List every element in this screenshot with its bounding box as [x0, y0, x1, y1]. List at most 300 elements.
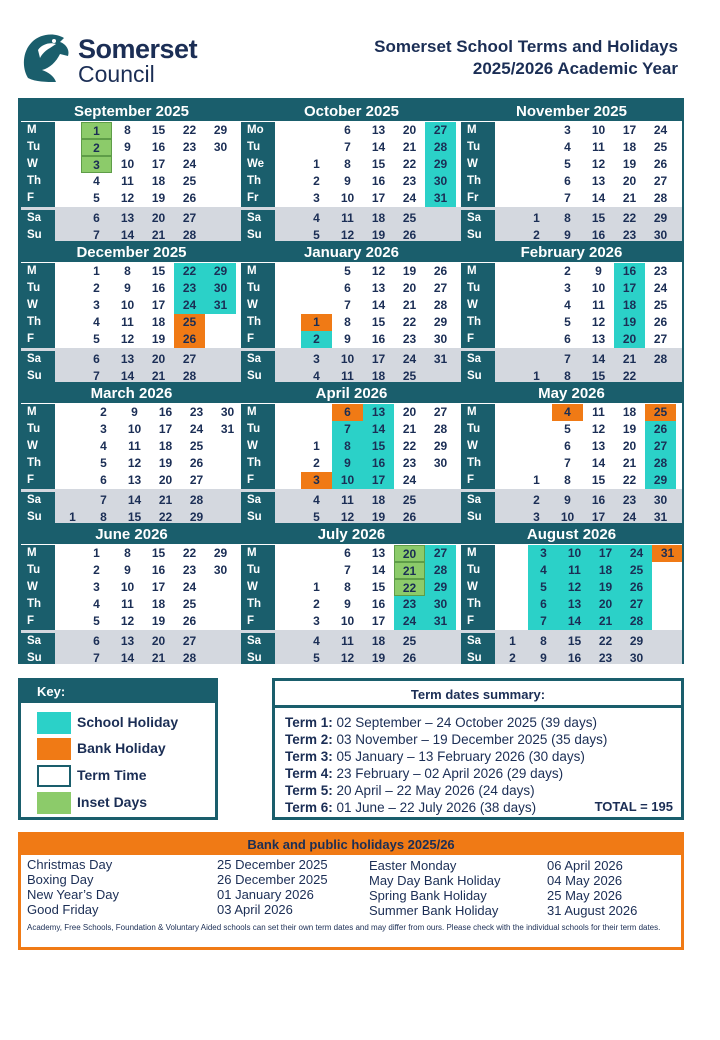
calendar-day: 25: [402, 369, 417, 382]
calendar-day: 11: [121, 315, 134, 329]
weekday-label: Mo: [241, 122, 275, 139]
calendar-day: 19: [151, 614, 166, 628]
calendar-day: 5: [564, 315, 571, 329]
weekday-label: Sa: [241, 351, 275, 368]
calendar-day: 7: [93, 651, 100, 664]
calendar-day: 3: [313, 191, 320, 205]
calendar-day: 20: [614, 331, 645, 348]
calendar-day: 3: [313, 352, 320, 366]
calendar-day: 13: [127, 473, 142, 487]
calendar-day: 23: [622, 493, 637, 507]
calendar-day: 3: [564, 123, 571, 137]
calendar-day: 31: [425, 190, 456, 207]
calendar-day: 9: [595, 264, 602, 278]
calendar-day: 6: [93, 211, 100, 225]
calendar-day: 18: [371, 634, 386, 648]
holiday-name: New Year’s Day: [27, 887, 120, 902]
calendar-day: 30: [433, 456, 448, 470]
calendar-day: 24: [653, 281, 668, 295]
weekday-label: Th: [461, 455, 495, 472]
weekday-label: Th: [461, 596, 495, 613]
calendar-day: 1: [313, 439, 320, 453]
calendar-day: 27: [433, 405, 448, 419]
calendar-day: 6: [332, 404, 363, 421]
dragon-icon: [20, 28, 72, 84]
key-label: Inset Days: [77, 794, 148, 810]
weekday-label: W: [241, 438, 275, 455]
calendar-day: 20: [402, 123, 417, 137]
calendar-day: 11: [592, 405, 605, 419]
weekday-label: Th: [461, 173, 495, 190]
calendar-day: 14: [120, 369, 135, 382]
calendar-day: 20: [590, 596, 621, 613]
weekday-label: W: [241, 579, 275, 596]
calendar-day: 18: [590, 562, 621, 579]
weekday-label: Sa: [21, 492, 55, 509]
calendar-day: 23: [394, 596, 425, 613]
calendar-day: 29: [189, 510, 204, 523]
month-block: [21, 101, 242, 241]
calendar-day: 2: [533, 493, 540, 507]
calendar-day: 5: [528, 579, 559, 596]
weekday-label: Su: [241, 368, 275, 382]
calendar-day: 8: [564, 369, 571, 382]
calendar-day: 28: [182, 369, 197, 382]
calendar-day: 26: [645, 421, 676, 438]
calendar-day: 19: [151, 332, 166, 346]
calendar-day: 8: [564, 211, 571, 225]
calendar-day: 27: [653, 174, 668, 188]
calendar-day: 25: [653, 140, 668, 154]
calendar-day: 28: [189, 493, 204, 507]
holiday-date: 25 May 2026: [547, 888, 623, 903]
weekday-label: Th: [21, 314, 55, 331]
title-line-1: Somerset School Terms and Holidays: [374, 37, 678, 56]
calendar-day: 27: [653, 332, 668, 346]
calendar-day: 23: [402, 332, 417, 346]
weekday-label: Sa: [21, 351, 55, 368]
calendar-day: 23: [174, 280, 205, 297]
weekday-label: M: [461, 263, 495, 280]
calendar-day: 5: [313, 228, 320, 241]
calendar-day: 3: [81, 156, 112, 173]
calendar-day: 21: [394, 562, 425, 579]
calendar-day: 4: [313, 369, 320, 382]
weekday-label: F: [241, 472, 275, 489]
calendar-day: 8: [100, 510, 107, 523]
calendar-day: 7: [93, 228, 100, 241]
calendar-day: 29: [425, 579, 456, 596]
calendar-day: 26: [174, 331, 205, 348]
calendar-day: 27: [621, 596, 652, 613]
calendar-day: 9: [124, 281, 131, 295]
weekday-label: F: [461, 331, 495, 348]
calendar-day: 13: [363, 404, 394, 421]
calendar-day: 31: [205, 297, 236, 314]
bank-holidays-title: Bank and public holidays 2025/26: [21, 835, 681, 855]
calendar-day: 21: [622, 456, 637, 470]
calendar-day: 8: [344, 580, 351, 594]
month-title: February 2026: [461, 242, 682, 262]
calendar-day: 21: [402, 140, 417, 154]
calendar-day: 17: [371, 191, 386, 205]
calendar-day: 13: [591, 174, 606, 188]
calendar-day: 19: [371, 228, 386, 241]
calendar-day: 29: [433, 315, 448, 329]
weekday-label: Tu: [21, 562, 55, 579]
calendar-day: 8: [332, 438, 363, 455]
calendar-day: 21: [151, 228, 166, 241]
calendar-day: 4: [313, 634, 320, 648]
weekday-label: Su: [241, 509, 275, 523]
term-dates: 03 November – 19 December 2025 (35 days): [336, 732, 608, 747]
calendar-day: 19: [371, 510, 386, 523]
key-item-school-holiday: [37, 712, 207, 734]
calendar-day: 23: [402, 456, 417, 470]
weekday-label: Tu: [241, 421, 275, 438]
weekday-label: Su: [21, 650, 55, 664]
calendar-day: 4: [313, 493, 320, 507]
calendar-day: 3: [100, 422, 107, 436]
calendar-day: 3: [93, 580, 100, 594]
calendar-day: 9: [332, 455, 363, 472]
calendar-day: 13: [120, 211, 135, 225]
calendar-day: 27: [433, 281, 448, 295]
disclaimer-note: Academy, Free Schools, Foundation & Voluntary Aided schools can set their own term dates and may differ from ours. Please check with the individual schools for their term dates.: [27, 923, 661, 932]
calendar-day: 29: [213, 546, 228, 560]
weekday-label: M: [21, 263, 55, 280]
month-title: March 2026: [21, 383, 242, 403]
calendar-day: 30: [433, 332, 448, 346]
weekday-label: M: [461, 404, 495, 421]
calendar-day: 15: [371, 157, 386, 171]
weekday-label: M: [21, 404, 55, 421]
calendar-day: 28: [621, 613, 652, 630]
calendar-day: 16: [151, 140, 166, 154]
calendar-grid: [18, 98, 684, 664]
calendar-day: 1: [93, 546, 100, 560]
calendar-day: 12: [127, 456, 142, 470]
calendar-day: 6: [344, 123, 351, 137]
calendar-day: 15: [127, 510, 142, 523]
key-item-inset-days: [37, 792, 207, 814]
calendar-day: 27: [425, 545, 456, 562]
term-dates: 02 September – 24 October 2025 (39 days): [336, 715, 597, 730]
month-title: July 2026: [241, 524, 462, 544]
calendar-day: 17: [363, 472, 394, 489]
weekday-label: Fr: [461, 190, 495, 207]
calendar-day: 22: [402, 157, 417, 171]
calendar-day: 12: [371, 264, 386, 278]
term-dates: 01 June – 22 July 2026 (38 days): [336, 800, 537, 815]
calendar-day: 28: [433, 422, 448, 436]
calendar-day: 13: [371, 123, 386, 137]
weekday-label: F: [21, 190, 55, 207]
calendar-day: 18: [151, 315, 166, 329]
calendar-day: 19: [590, 579, 621, 596]
calendar-day: 4: [564, 140, 571, 154]
calendar-day: 15: [567, 634, 582, 648]
calendar-day: 16: [371, 174, 386, 188]
calendar-day: 24: [174, 297, 205, 314]
calendar-day: 23: [189, 405, 204, 419]
calendar-day: 2: [100, 405, 107, 419]
term-dates-summary: [272, 678, 684, 820]
calendar-day: 15: [591, 369, 606, 382]
term-line: [285, 783, 535, 798]
calendar-day: 14: [559, 613, 590, 630]
calendar-day: 27: [189, 473, 204, 487]
calendar-day: 30: [425, 596, 456, 613]
calendar-day: 12: [120, 191, 135, 205]
calendar-day: 5: [564, 422, 571, 436]
calendar-day: 30: [425, 173, 456, 190]
month-block: [241, 101, 462, 241]
weekday-label: Tu: [241, 139, 275, 156]
calendar-day: 22: [182, 546, 197, 560]
calendar-day: 8: [124, 123, 131, 137]
calendar-day: 27: [645, 438, 676, 455]
summary-title: Term dates summary:: [275, 681, 681, 708]
calendar-day: 16: [151, 281, 166, 295]
weekday-label: Th: [461, 314, 495, 331]
calendar-day: 15: [151, 123, 166, 137]
calendar-day: 7: [564, 352, 571, 366]
calendar-day: 9: [344, 174, 351, 188]
calendar-day: 31: [425, 613, 456, 630]
calendar-day: 30: [205, 280, 236, 297]
weekday-label: W: [461, 297, 495, 314]
calendar-day: 29: [653, 211, 668, 225]
total-days: TOTAL = 195: [594, 799, 673, 814]
calendar-day: 2: [81, 139, 112, 156]
calendar-day: 28: [425, 139, 456, 156]
calendar-day: 30: [629, 651, 644, 664]
calendar-day: 7: [332, 421, 363, 438]
weekday-label: Sa: [241, 210, 275, 227]
calendar-day: 31: [652, 545, 682, 562]
calendar-day: 12: [591, 315, 606, 329]
school-holiday-swatch: [37, 712, 71, 734]
holiday-date: 04 May 2026: [547, 873, 623, 888]
weekday-label: Th: [241, 455, 275, 472]
calendar-day: 24: [394, 613, 425, 630]
weekday-label: Tu: [461, 421, 495, 438]
calendar-day: 2: [93, 281, 100, 295]
month-title: September 2025: [21, 101, 242, 121]
calendar-day: 10: [559, 545, 590, 562]
calendar-day: 24: [402, 191, 417, 205]
calendar-day: 13: [591, 332, 606, 346]
term-dates: 05 January – 13 February 2026 (30 days): [336, 749, 585, 764]
weekday-label: Su: [21, 227, 55, 241]
calendar-day: 20: [394, 545, 425, 562]
calendar-day: 1: [301, 314, 332, 331]
holiday-date: 31 August 2026: [547, 903, 638, 918]
calendar-day: 9: [540, 651, 547, 664]
calendar-day: 31: [653, 510, 668, 523]
weekday-label: W: [21, 297, 55, 314]
calendar-day: 17: [158, 422, 173, 436]
calendar-day: 29: [433, 439, 448, 453]
calendar-day: 7: [344, 140, 351, 154]
calendar-day: 25: [621, 562, 652, 579]
calendar-day: 10: [340, 614, 355, 628]
calendar-day: 10: [127, 422, 142, 436]
calendar-day: 30: [213, 563, 228, 577]
calendar-day: 14: [127, 493, 142, 507]
calendar-day: 24: [621, 545, 652, 562]
calendar-day: 16: [158, 405, 173, 419]
weekday-label: Tu: [241, 280, 275, 297]
holiday-date: 03 April 2026: [217, 902, 293, 917]
calendar-day: 26: [189, 456, 204, 470]
calendar-day: 4: [93, 174, 100, 188]
weekday-label: F: [21, 331, 55, 348]
calendar-day: 14: [591, 191, 606, 205]
holiday-name: May Day Bank Holiday: [369, 873, 501, 888]
calendar-day: 14: [591, 456, 606, 470]
calendar-day: 9: [344, 332, 351, 346]
calendar-day: 4: [313, 211, 320, 225]
weekday-label: M: [241, 545, 275, 562]
calendar-day: 17: [151, 298, 166, 312]
calendar-day: 24: [189, 422, 204, 436]
month-block: [461, 383, 682, 523]
weekday-label: W: [241, 297, 275, 314]
calendar-day: 23: [622, 228, 637, 241]
calendar-day: 18: [151, 174, 166, 188]
calendar-day: 15: [151, 546, 166, 560]
term-label: Term 5:: [285, 783, 333, 798]
weekday-label: F: [21, 472, 55, 489]
calendar-day: 8: [564, 473, 571, 487]
weekday-label: We: [241, 156, 275, 173]
weekday-label: Fr: [241, 190, 275, 207]
calendar-day: 10: [120, 298, 135, 312]
calendar-day: 21: [402, 298, 417, 312]
calendar-day: 26: [402, 228, 417, 241]
calendar-day: 3: [564, 281, 571, 295]
calendar-day: 26: [182, 191, 197, 205]
weekday-label: M: [461, 545, 495, 562]
term-line: [285, 800, 536, 815]
bank-holiday-swatch: [37, 738, 71, 760]
calendar-day: 19: [622, 422, 637, 436]
weekday-label: Sa: [241, 492, 275, 509]
weekday-label: F: [21, 613, 55, 630]
month-title: November 2025: [461, 101, 682, 121]
calendar-day: 19: [402, 264, 417, 278]
calendar-day: 10: [591, 281, 606, 295]
calendar-day: 19: [622, 157, 637, 171]
calendar-day: 16: [371, 597, 386, 611]
legend-key: [18, 678, 218, 820]
calendar-day: 15: [151, 264, 166, 278]
weekday-label: Su: [461, 509, 495, 523]
weekday-label: Su: [241, 227, 275, 241]
calendar-day: 10: [120, 157, 135, 171]
somerset-council-logo: [20, 28, 220, 90]
calendar-day: 15: [371, 315, 386, 329]
weekday-label: Sa: [461, 351, 495, 368]
calendar-day: 7: [564, 456, 571, 470]
calendar-day: 2: [313, 174, 320, 188]
calendar-day: 15: [363, 438, 394, 455]
calendar-day: 26: [621, 579, 652, 596]
term-line: [285, 715, 597, 730]
calendar-day: 24: [182, 580, 197, 594]
calendar-day: 28: [182, 651, 197, 664]
calendar-day: 7: [100, 493, 107, 507]
calendar-day: 9: [124, 563, 131, 577]
key-title: Key:: [21, 681, 215, 703]
calendar-day: 5: [100, 456, 107, 470]
calendar-day: 1: [69, 510, 76, 523]
calendar-day: 15: [591, 211, 606, 225]
key-label: School Holiday: [77, 714, 179, 730]
weekday-label: W: [461, 156, 495, 173]
weekday-label: Su: [21, 368, 55, 382]
calendar-day: 21: [402, 422, 417, 436]
calendar-day: 9: [564, 228, 571, 241]
calendar-day: 8: [540, 634, 547, 648]
calendar-day: 11: [128, 439, 141, 453]
bank-holidays-panel: [18, 832, 684, 950]
month-title: June 2026: [21, 524, 242, 544]
calendar-day: 28: [653, 191, 668, 205]
calendar-day: 16: [567, 651, 582, 664]
month-title: April 2026: [241, 383, 462, 403]
calendar-day: 17: [371, 614, 386, 628]
calendar-day: 10: [560, 510, 575, 523]
holiday-name: Boxing Day: [27, 872, 94, 887]
calendar-day: 26: [182, 614, 197, 628]
weekday-label: Su: [241, 650, 275, 664]
calendar-day: 22: [182, 123, 197, 137]
calendar-day: 14: [371, 140, 386, 154]
calendar-day: 4: [93, 597, 100, 611]
calendar-day: 18: [371, 493, 386, 507]
calendar-day: 13: [559, 596, 590, 613]
weekday-label: Sa: [461, 492, 495, 509]
calendar-day: 25: [182, 174, 197, 188]
key-item-bank-holiday: [37, 738, 207, 760]
weekday-label: W: [21, 156, 55, 173]
month-block: [21, 524, 242, 664]
calendar-day: 20: [622, 174, 637, 188]
weekday-label: Su: [461, 227, 495, 241]
month-block: [461, 101, 682, 241]
calendar-day: 10: [340, 352, 355, 366]
calendar-day: 28: [433, 298, 448, 312]
calendar-day: 13: [120, 634, 135, 648]
weekday-label: Th: [21, 455, 55, 472]
key-item-term-time: [37, 765, 207, 787]
weekday-label: Tu: [21, 280, 55, 297]
calendar-day: 18: [371, 211, 386, 225]
weekday-label: Tu: [461, 139, 495, 156]
calendar-day: 27: [182, 352, 197, 366]
calendar-day: 29: [645, 472, 676, 489]
calendar-day: 2: [509, 651, 516, 664]
calendar-day: 13: [120, 352, 135, 366]
weekday-label: W: [21, 438, 55, 455]
weekday-label: Th: [241, 596, 275, 613]
term-line: [285, 749, 585, 764]
calendar-day: 1: [533, 369, 540, 382]
calendar-day: 21: [622, 191, 637, 205]
